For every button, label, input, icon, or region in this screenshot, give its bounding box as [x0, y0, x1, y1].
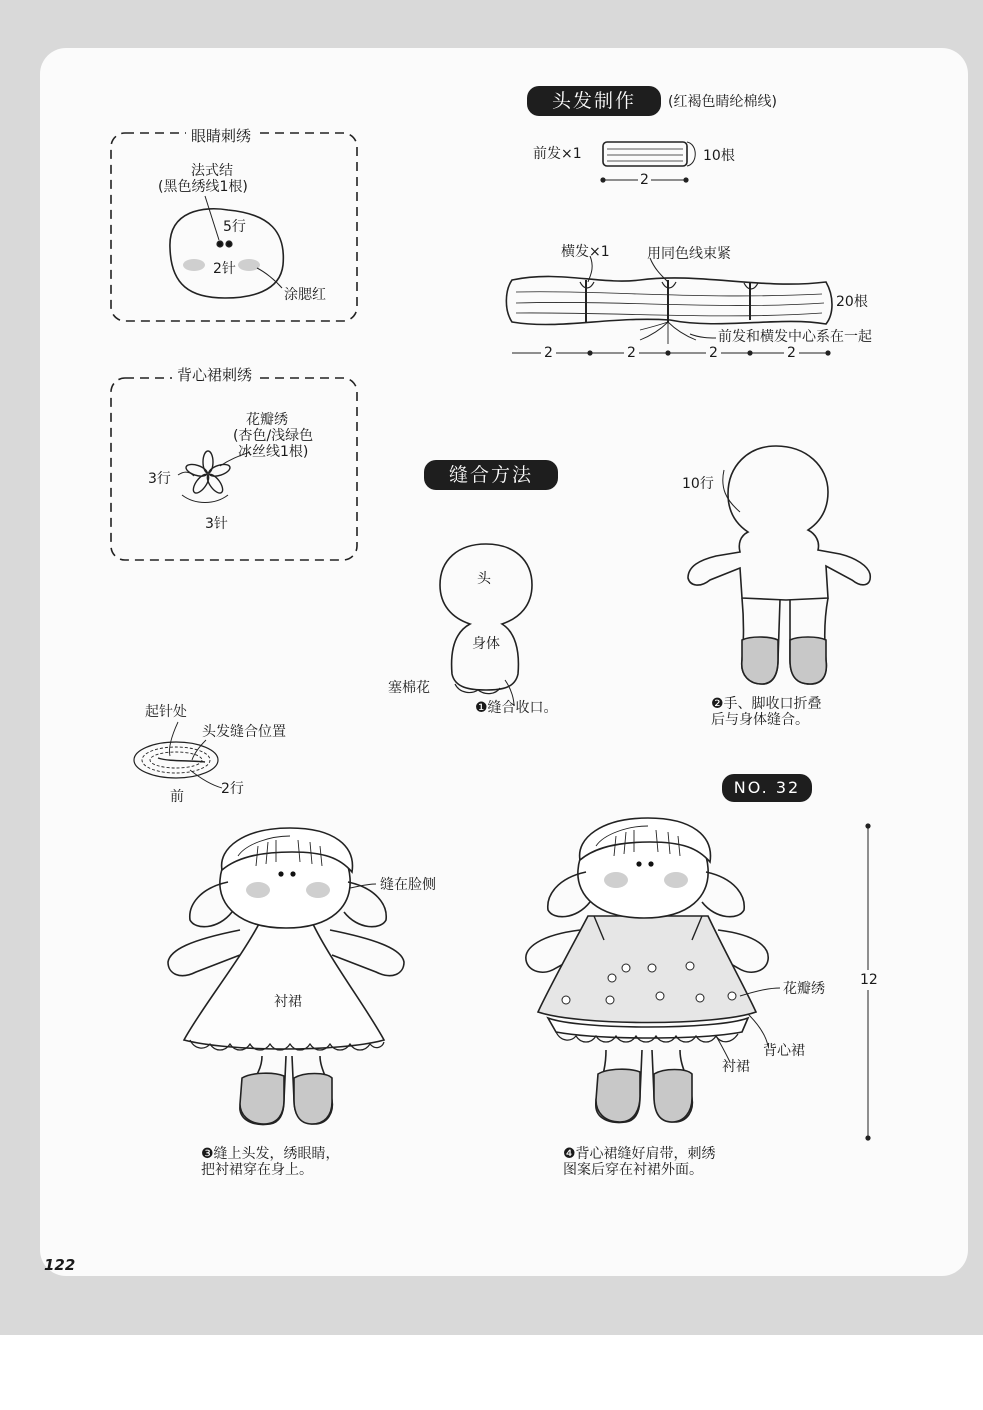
stuffing-label: 塞棉花: [388, 680, 430, 696]
side-hair-count: 20根: [836, 294, 868, 310]
pinafore-label: 背心裙: [763, 1043, 805, 1059]
page-number: 122: [44, 1256, 76, 1274]
body-label: 身体: [472, 636, 500, 652]
pinafore-row-label: 3行: [148, 471, 171, 487]
height-dim-label: 12: [860, 972, 878, 988]
pinafore-embroidery-title: 背心裙刺绣: [172, 367, 257, 383]
pinafore-embroidery-frame: [111, 378, 357, 560]
eye-dot-left: [217, 241, 223, 247]
front-hair-dim: 2: [640, 172, 649, 188]
hair-position-label: 头发缝合位置: [202, 724, 286, 740]
blush-right: [238, 259, 260, 271]
step2-line1: ❷手、脚收口折叠: [711, 696, 822, 712]
side-hair-dim-3: 2: [706, 345, 721, 361]
step1-text: ❶缝合收口。: [475, 700, 558, 716]
front-hair-label: 前发×1: [533, 146, 582, 162]
eye-embroidery-title: 眼睛刺绣: [186, 128, 256, 144]
head-body-pattern: [440, 544, 532, 690]
face-side-label: 缝在脸侧: [380, 877, 436, 893]
hair-center-note: 前发和横发中心系在一起: [718, 329, 872, 345]
side-hair-dim-1: 2: [541, 345, 556, 361]
side-hair-bundle: [506, 276, 832, 324]
pinafore-stitch-label: 3针: [205, 516, 228, 532]
doll4-slip-label: 衬裙: [722, 1059, 750, 1075]
doll-step3: [168, 828, 404, 1124]
start-stitch-label: 起针处: [145, 704, 187, 720]
stuffed-body: [688, 446, 870, 600]
petal-flower: [185, 451, 232, 496]
step4-line2: 图案后穿在衬裙外面。: [563, 1162, 703, 1178]
step3-line2: 把衬裙穿在身上。: [201, 1162, 313, 1178]
doll3-slip-label: 衬裙: [274, 994, 302, 1010]
side-hair-label: 横发×1: [561, 244, 610, 260]
eye-stitch-label: 2针: [213, 261, 236, 277]
sewing-method-title: 缝合方法: [424, 460, 558, 490]
blush-label: 涂腮红: [284, 287, 326, 303]
knot-leader: [205, 196, 219, 240]
step3-line1: ❸缝上头发，绣眼睛，: [201, 1146, 340, 1162]
model-number-badge: NO. 32: [722, 774, 812, 802]
front-hair-count: 10根: [703, 148, 735, 164]
head-label: 头: [477, 571, 491, 587]
petal-stitch-color: (杏色/浅绿色: [233, 428, 314, 444]
petal-embroidery-label: 花瓣绣: [783, 981, 825, 997]
front-hair-bundle: [603, 142, 687, 166]
doll-step4: [526, 818, 870, 1140]
french-knot-note: (黑色绣线1根): [158, 179, 248, 195]
petal-stitch-thread: 冰丝线1根): [238, 444, 309, 460]
hair-rows-label: 2行: [221, 781, 244, 797]
body-rows-label: 10行: [682, 476, 714, 492]
eye-dot-right: [226, 241, 232, 247]
hair-making-title: 头发制作: [527, 86, 661, 116]
hair-thread-note: (红褐色睛纶棉线): [668, 94, 777, 110]
front-label: 前: [170, 789, 184, 805]
step2-line2: 后与身体缝合。: [711, 712, 809, 728]
tie-note: 用同色线束紧: [647, 246, 731, 262]
eye-row-label: 5行: [223, 219, 246, 235]
side-hair-dim-4: 2: [784, 345, 799, 361]
step4-line1: ❹背心裙缝好肩带，刺绣: [563, 1146, 716, 1162]
side-hair-dim-2: 2: [624, 345, 639, 361]
french-knot-label: 法式结: [191, 163, 233, 179]
petal-stitch-label: 花瓣绣: [246, 412, 288, 428]
blush-left: [183, 259, 205, 271]
